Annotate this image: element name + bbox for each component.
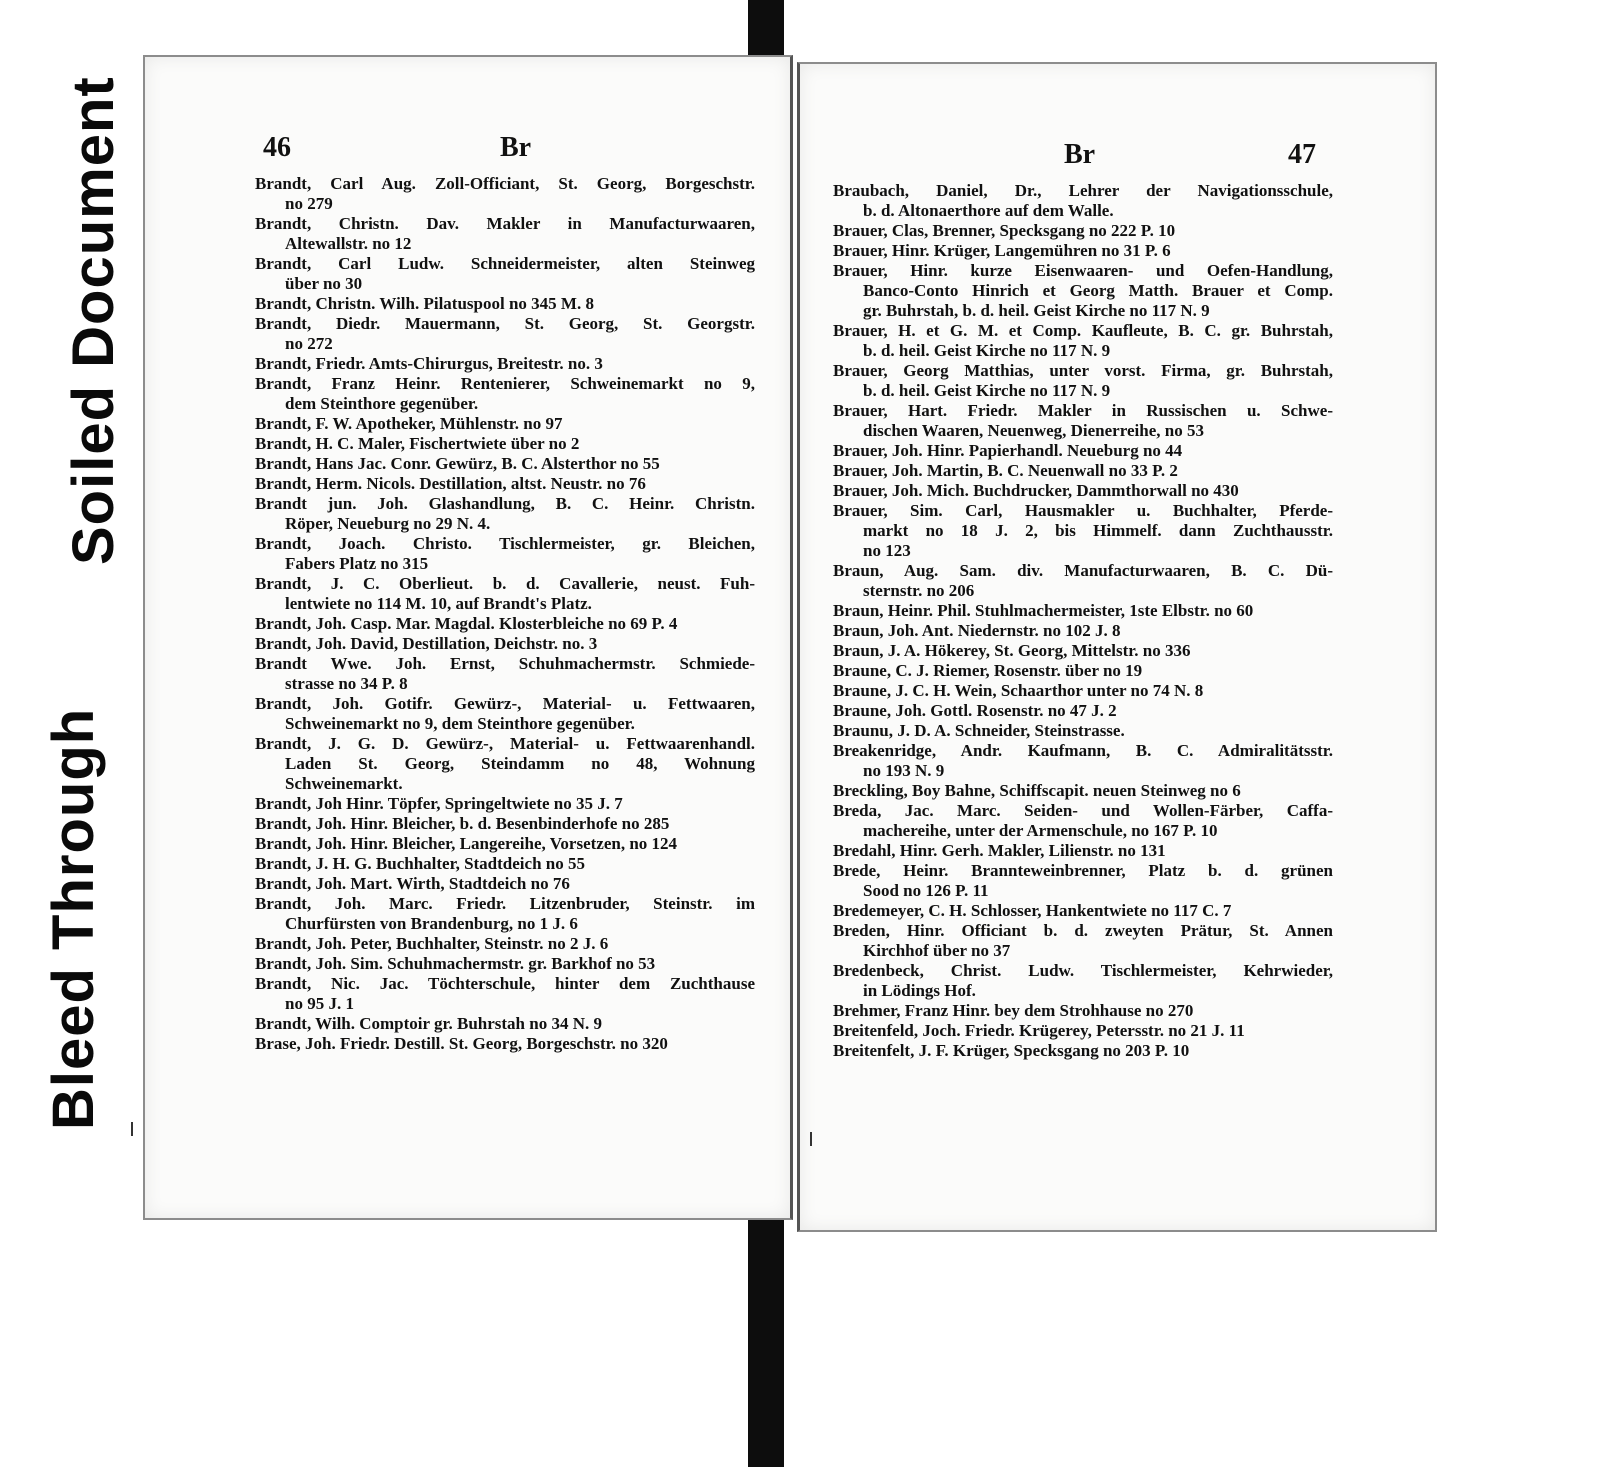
left-page-header: [145, 132, 790, 172]
entry-continuation-line: über no 30: [285, 274, 363, 293]
left-page-letters: Br: [500, 132, 532, 163]
entry-continuation-line: markt no 18 J. 2, bis Himmelf. dann Zuchthausstr.: [863, 521, 1333, 540]
directory-entry: [833, 621, 1333, 641]
entry-continuation-line: strasse no 34 P. 8: [285, 674, 408, 693]
entry-line: Brandt, Joh. David, Destillation, Deichstr. no. 3: [255, 634, 598, 653]
directory-entry: [255, 814, 755, 834]
entry-line: Brauer, Joh. Hinr. Papierhandl. Neueburg no 44: [833, 441, 1183, 460]
entry-continuation-line: Kirchhof über no 37: [863, 941, 1011, 960]
directory-entry: [255, 574, 755, 614]
directory-entry: [833, 661, 1333, 681]
entry-line: Bredahl, Hinr. Gerh. Makler, Lilienstr. no 131: [833, 841, 1166, 860]
entry-line: Braun, J. A. Hökerey, St. Georg, Mittelstr. no 336: [833, 641, 1191, 660]
entry-line: Brandt, Carl Aug. Zoll-Officiant, St. Georg, Borgeschstr.: [255, 174, 755, 193]
entry-line: Brandt, Friedr. Amts-Chirurgus, Breitestr. no. 3: [255, 354, 603, 373]
entry-line: Brandt, Wilh. Comptoir gr. Buhrstah no 34 N. 9: [255, 1014, 602, 1033]
entry-line: Brandt, H. C. Maler, Fischertwiete über no 2: [255, 434, 580, 453]
entry-continuation-line: Sood no 126 P. 11: [863, 881, 989, 900]
entry-line: Brandt, Joach. Christo. Tischlermeister, gr. Bleichen,: [255, 534, 755, 553]
entry-line: Brandt jun. Joh. Glashandlung, B. C. Heinr. Christn.: [255, 494, 755, 513]
entry-line: Brandt, Carl Ludw. Schneidermeister, alten Steinweg: [255, 254, 755, 273]
directory-entry: [833, 641, 1333, 661]
entry-line: Brandt, Franz Heinr. Rentenierer, Schweinemarkt no 9,: [255, 374, 755, 393]
entry-line: Breckling, Boy Bahne, Schiffscapit. neuen Steinweg no 6: [833, 781, 1241, 800]
directory-entry: [255, 374, 755, 414]
entry-continuation-line: b. d. Altonaerthore auf dem Walle.: [863, 201, 1114, 220]
entry-line: Braun, Joh. Ant. Niedernstr. no 102 J. 8: [833, 621, 1121, 640]
entry-continuation-line: in Lödings Hof.: [863, 981, 976, 1000]
entry-continuation-line: Schweinemarkt.: [285, 774, 403, 793]
directory-entry: [255, 314, 755, 354]
entry-line: Brandt, Joh Hinr. Töpfer, Springeltwiete no 35 J. 7: [255, 794, 623, 813]
directory-entry: [833, 441, 1333, 461]
directory-entry: [833, 701, 1333, 721]
entry-continuation-line: dischen Waaren, Neuenweg, Dienerreihe, no 53: [863, 421, 1204, 440]
entry-line: Brandt Wwe. Joh. Ernst, Schuhmachermstr. Schmiede-: [255, 654, 755, 673]
directory-entry: [833, 741, 1333, 781]
entry-line: Brandt, Christn. Wilh. Pilatuspool no 345 M. 8: [255, 294, 594, 313]
entry-continuation-line: no 279: [285, 194, 333, 213]
directory-entry: [255, 174, 755, 214]
entry-line: Bredenbeck, Christ. Ludw. Tischlermeister, Kehrwieder,: [833, 961, 1333, 980]
entry-line: Brauer, Hinr. Krüger, Langemühren no 31 P. 6: [833, 241, 1171, 260]
entry-continuation-line: dem Steinthore gegenüber.: [285, 394, 479, 413]
directory-entry: [833, 461, 1333, 481]
entry-line: Brede, Heinr. Brannteweinbrenner, Platz b. d. grünen: [833, 861, 1333, 880]
entry-line: Braubach, Daniel, Dr., Lehrer der Navigationsschule,: [833, 181, 1333, 200]
entry-line: Brauer, Joh. Martin, B. C. Neuenwall no 33 P. 2: [833, 461, 1178, 480]
directory-entry: [255, 254, 755, 294]
entry-continuation-line: Churfürsten von Brandenburg, no 1 J. 6: [285, 914, 578, 933]
directory-entry: [255, 454, 755, 474]
entry-line: Braun, Aug. Sam. div. Manufacturwaaren, B. C. Dü-: [833, 561, 1333, 580]
entry-line: Brandt, J. H. G. Buchhalter, Stadtdeich no 55: [255, 854, 585, 873]
entry-line: Brandt, Joh. Hinr. Bleicher, Langereihe, Vorsetzen, no 124: [255, 834, 678, 853]
directory-entry: [255, 414, 755, 434]
entry-continuation-line: gr. Buhrstah, b. d. heil. Geist Kirche no 117 N. 9: [863, 301, 1210, 320]
directory-entry: [833, 861, 1333, 901]
entry-line: Brauer, Sim. Carl, Hausmakler u. Buchhalter, Pferde-: [833, 501, 1333, 520]
right-page-header: [800, 139, 1435, 179]
entry-line: Brandt, J. C. Oberlieut. b. d. Cavallerie, neust. Fuh-: [255, 574, 755, 593]
directory-entry: [833, 781, 1333, 801]
entry-line: Braun, Heinr. Phil. Stuhlmachermeister, 1ste Elbstr. no 60: [833, 601, 1254, 620]
directory-entry: [255, 634, 755, 654]
directory-entry: [255, 494, 755, 534]
directory-entry: [255, 294, 755, 314]
directory-entry: [255, 1014, 755, 1034]
directory-entry: [833, 561, 1333, 601]
directory-entry: [833, 1021, 1333, 1041]
directory-entry: [255, 474, 755, 494]
directory-entry: [255, 874, 755, 894]
entry-line: Breda, Jac. Marc. Seiden- und Wollen-Färber, Caffa-: [833, 801, 1333, 820]
directory-entry: [255, 794, 755, 814]
entry-continuation-line: Schweinemarkt no 9, dem Steinthore gegenüber.: [285, 714, 635, 733]
entry-line: Brandt, Joh. Mart. Wirth, Stadtdeich no 76: [255, 874, 570, 893]
directory-entry: [833, 721, 1333, 741]
entry-line: Brauer, Joh. Mich. Buchdrucker, Dammthorwall no 430: [833, 481, 1239, 500]
entry-continuation-line: no 123: [863, 541, 911, 560]
directory-entry: [833, 361, 1333, 401]
entry-line: Brandt, Joh. Sim. Schuhmachermstr. gr. Barkhof no 53: [255, 954, 656, 973]
directory-entry: [255, 614, 755, 634]
directory-entry: [833, 901, 1333, 921]
entry-line: Brandt, Nic. Jac. Töchterschule, hinter dem Zuchthause: [255, 974, 755, 993]
directory-entry: [833, 241, 1333, 261]
directory-entry: [833, 1041, 1333, 1061]
directory-entry: [833, 321, 1333, 361]
right-page: [797, 62, 1437, 1232]
directory-entry: [255, 694, 755, 734]
directory-entry: [255, 894, 755, 934]
entry-line: Breakenridge, Andr. Kaufmann, B. C. Admiralitätsstr.: [833, 741, 1333, 760]
left-page-entries: [255, 174, 755, 1054]
entry-line: Breitenfeld, Joch. Friedr. Krügerey, Petersstr. no 21 J. 11: [833, 1021, 1245, 1040]
entry-continuation-line: machereihe, unter der Armenschule, no 167 P. 10: [863, 821, 1218, 840]
entry-continuation-line: no 95 J. 1: [285, 994, 354, 1013]
entry-line: Brandt, F. W. Apotheker, Mühlenstr. no 97: [255, 414, 563, 433]
directory-entry: [255, 854, 755, 874]
entry-line: Brandt, Joh. Casp. Mar. Magdal. Klosterbleiche no 69 P. 4: [255, 614, 678, 633]
entry-line: Brandt, Herm. Nicols. Destillation, altst. Neustr. no 76: [255, 474, 646, 493]
entry-continuation-line: Fabers Platz no 315: [285, 554, 429, 573]
directory-entry: [255, 1034, 755, 1054]
right-page-letters: Br: [1064, 139, 1096, 170]
entry-line: Braune, Joh. Gottl. Rosenstr. no 47 J. 2: [833, 701, 1117, 720]
entry-line: Brauer, Hart. Friedr. Makler in Russischen u. Schwe-: [833, 401, 1333, 420]
bleed-through-label: Bleed Through: [41, 707, 106, 1130]
entry-line: Brandt, Hans Jac. Conr. Gewürz, B. C. Alsterthor no 55: [255, 454, 660, 473]
entry-line: Brauer, H. et G. M. et Comp. Kaufleute, B. C. gr. Buhrstah,: [833, 321, 1333, 340]
entry-line: Brauer, Georg Matthias, unter vorst. Firma, gr. Buhrstah,: [833, 361, 1333, 380]
entry-line: Brandt, Joh. Hinr. Bleicher, b. d. Besenbinderhofe no 285: [255, 814, 670, 833]
right-page-number: 47: [1288, 139, 1316, 170]
directory-entry: [833, 181, 1333, 221]
left-page-number: 46: [263, 132, 291, 163]
directory-entry: [833, 961, 1333, 1001]
directory-entry: [833, 801, 1333, 841]
binding-strip-bottom: [748, 1212, 784, 1467]
directory-entry: [833, 841, 1333, 861]
directory-entry: [833, 1001, 1333, 1021]
entry-line: Brauer, Hinr. kurze Eisenwaaren- und Oefen-Handlung,: [833, 261, 1333, 280]
entry-line: Braune, C. J. Riemer, Rosenstr. über no 19: [833, 661, 1143, 680]
directory-entry: [833, 501, 1333, 561]
entry-continuation-line: no 193 N. 9: [863, 761, 945, 780]
entry-line: Brandt, Joh. Peter, Buchhalter, Steinstr. no 2 J. 6: [255, 934, 609, 953]
directory-entry: [255, 734, 755, 794]
left-page: [143, 55, 793, 1220]
entry-continuation-line: b. d. heil. Geist Kirche no 117 N. 9: [863, 341, 1111, 360]
directory-entry: [833, 681, 1333, 701]
directory-entry: [255, 354, 755, 374]
directory-entry: [833, 221, 1333, 241]
entry-continuation-line: Altewallstr. no 12: [285, 234, 412, 253]
directory-entry: [833, 921, 1333, 961]
soiled-document-label: Soiled Document: [61, 76, 126, 565]
entry-continuation-line: lentwiete no 114 M. 10, auf Brandt's Platz.: [285, 594, 592, 613]
entry-continuation-line: Röper, Neueburg no 29 N. 4.: [285, 514, 491, 533]
entry-continuation-line: sternstr. no 206: [863, 581, 975, 600]
entry-line: Brandt, J. G. D. Gewürz-, Material- u. Fettwaarenhandl.: [255, 734, 755, 753]
margin-mark: [810, 1132, 812, 1146]
right-page-entries: [833, 181, 1333, 1061]
entry-line: Brandt, Joh. Marc. Friedr. Litzenbruder, Steinstr. im: [255, 894, 755, 913]
directory-entry: [255, 434, 755, 454]
directory-entry: [255, 534, 755, 574]
entry-line: Brandt, Diedr. Mauermann, St. Georg, St. Georgstr.: [255, 314, 755, 333]
directory-entry: [255, 654, 755, 694]
directory-entry: [255, 214, 755, 254]
directory-entry: [255, 934, 755, 954]
directory-entry: [833, 481, 1333, 501]
entry-continuation-line: Banco-Conto Hinrich et Georg Matth. Brauer et Comp.: [863, 281, 1333, 300]
directory-entry: [833, 261, 1333, 321]
entry-line: Brandt, Christn. Dav. Makler in Manufacturwaaren,: [255, 214, 755, 233]
entry-line: Braune, J. C. H. Wein, Schaarthor unter no 74 N. 8: [833, 681, 1204, 700]
entry-continuation-line: no 272: [285, 334, 333, 353]
entry-continuation-line: b. d. heil. Geist Kirche no 117 N. 9: [863, 381, 1111, 400]
directory-entry: [255, 834, 755, 854]
directory-entry: [833, 401, 1333, 441]
entry-line: Breitenfelt, J. F. Krüger, Specksgang no 203 P. 10: [833, 1041, 1190, 1060]
margin-mark: [131, 1122, 133, 1136]
directory-entry: [833, 601, 1333, 621]
entry-line: Brase, Joh. Friedr. Destill. St. Georg, Borgeschstr. no 320: [255, 1034, 668, 1053]
entry-line: Brauer, Clas, Brenner, Specksgang no 222 P. 10: [833, 221, 1176, 240]
directory-entry: [255, 954, 755, 974]
entry-line: Brandt, Joh. Gotifr. Gewürz-, Material- u. Fettwaaren,: [255, 694, 755, 713]
directory-entry: [255, 974, 755, 1014]
entry-line: Braunu, J. D. A. Schneider, Steinstrasse.: [833, 721, 1125, 740]
entry-line: Bredemeyer, C. H. Schlosser, Hankentwiete no 117 C. 7: [833, 901, 1232, 920]
entry-continuation-line: Laden St. Georg, Steindamm no 48, Wohnung: [285, 754, 755, 773]
entry-line: Breden, Hinr. Officiant b. d. zweyten Prätur, St. Annen: [833, 921, 1333, 940]
entry-line: Brehmer, Franz Hinr. bey dem Strohhause no 270: [833, 1001, 1194, 1020]
